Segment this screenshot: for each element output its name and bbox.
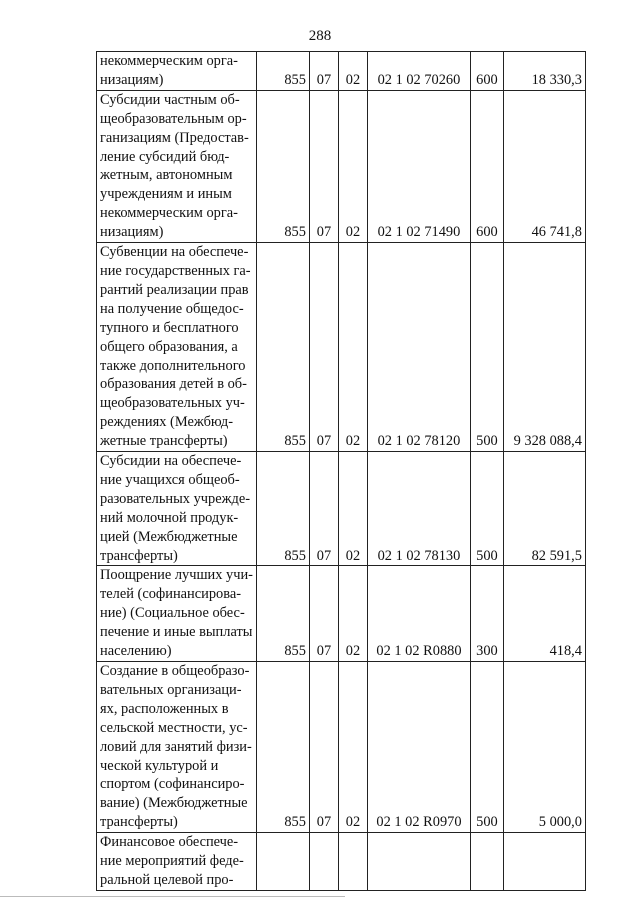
name-cell: [97, 52, 257, 91]
name-line: ние государственных га-: [100, 262, 251, 279]
name-line: также дополнительного: [100, 357, 246, 374]
table-row: [97, 90, 586, 242]
name-line: телей (софинансирова-: [100, 586, 241, 603]
table-row: [97, 662, 586, 833]
page-number: 288: [308, 28, 332, 44]
name-line: низациям): [100, 224, 164, 241]
amount-cell: [503, 833, 585, 891]
section-cell: 07: [309, 662, 338, 833]
amount-cell: 18 330,3: [503, 52, 585, 91]
name-line: ях, расположенных в: [100, 700, 229, 717]
name-line: ловий для занятий физи-: [100, 738, 252, 755]
name-line: Создание в общеобразо-: [100, 663, 250, 679]
section-cell: 07: [309, 90, 338, 242]
name-line: печение и иные выплаты: [100, 624, 253, 641]
grbs-cell: 855: [256, 243, 309, 452]
grbs-cell: 855: [256, 662, 309, 833]
target-article-cell: 02 1 02 R0880: [367, 566, 470, 662]
name-line: учреждениям и иным: [100, 186, 232, 203]
target-article-cell: 02 1 02 78120: [367, 243, 470, 452]
name-line: щеобразовательным ор-: [100, 110, 247, 127]
subsection-cell: 02: [338, 662, 367, 833]
subsection-cell: 02: [338, 566, 367, 662]
name-line: на получение общедос-: [100, 300, 244, 317]
name-line: тупного и бесплатного: [100, 319, 239, 336]
amount-cell: 82 591,5: [503, 452, 585, 566]
name-line: низациям): [100, 71, 164, 88]
name-cell: [97, 662, 257, 833]
name-line: некоммерческим орга-: [100, 53, 238, 69]
name-line: трансферты): [100, 547, 178, 564]
name-cell: [97, 566, 257, 662]
name-cell: [97, 243, 257, 452]
expense-type-cell: [470, 833, 503, 891]
name-line: некоммерческим орга-: [100, 205, 238, 222]
expense-type-cell: 300: [470, 566, 503, 662]
target-article-cell: [367, 833, 470, 891]
grbs-cell: 855: [256, 452, 309, 566]
grbs-cell: 855: [256, 90, 309, 242]
name-line: жетные трансферты): [100, 433, 228, 450]
subsection-cell: [338, 833, 367, 891]
table-row: [97, 566, 586, 662]
subsection-cell: 02: [338, 52, 367, 91]
name-line: ние мероприятий феде-: [100, 853, 244, 870]
name-cell: [97, 90, 257, 242]
name-line: ние учащихся общеоб-: [100, 471, 240, 488]
amount-cell: 46 741,8: [503, 90, 585, 242]
name-line: вание) (Межбюджетные: [100, 795, 248, 812]
subsection-cell: 02: [338, 90, 367, 242]
target-article-cell: 02 1 02 78130: [367, 452, 470, 566]
expense-type-cell: 500: [470, 452, 503, 566]
scan-artifact-line: [0, 896, 345, 897]
grbs-cell: 855: [256, 566, 309, 662]
name-line: ление субсидий бюд-: [100, 148, 230, 165]
name-line: ческой культурой и: [100, 757, 219, 774]
amount-cell: 418,4: [503, 566, 585, 662]
expense-type-cell: 500: [470, 662, 503, 833]
name-cell: [97, 452, 257, 566]
name-line: ральной целевой про-: [100, 871, 234, 888]
name-line: разовательных учрежде-: [100, 490, 251, 507]
name-line: ганизациям (Предостав-: [100, 129, 249, 146]
expense-type-cell: 600: [470, 52, 503, 91]
section-cell: 07: [309, 452, 338, 566]
name-line: Финансовое обеспече-: [100, 834, 239, 851]
name-line: общего образования, а: [100, 338, 238, 355]
section-cell: 07: [309, 52, 338, 91]
name-line: спортом (софинансиро-: [100, 776, 245, 793]
name-line: Поощрение лучших учи-: [100, 567, 253, 584]
name-line: ний молочной продук-: [100, 509, 239, 526]
name-line: щеобразовательных уч-: [100, 395, 245, 412]
name-line: жетным, автономным: [100, 167, 233, 184]
name-line: реждениях (Межбюд-: [100, 414, 234, 431]
table-row: [97, 833, 586, 891]
name-line: вательных организаци-: [100, 681, 242, 698]
name-line: ние) (Социальное обес-: [100, 605, 245, 622]
target-article-cell: 02 1 02 71490: [367, 90, 470, 242]
expense-type-cell: 600: [470, 90, 503, 242]
name-line: трансферты): [100, 814, 178, 831]
budget-table: [96, 51, 586, 891]
target-article-cell: 02 1 02 R0970: [367, 662, 470, 833]
table-row: [97, 243, 586, 452]
expense-type-cell: 500: [470, 243, 503, 452]
name-line: Субвенции на обеспече-: [100, 244, 249, 261]
section-cell: 07: [309, 566, 338, 662]
table-row: [97, 452, 586, 566]
budget-table-body: [97, 52, 586, 891]
name-line: Субсидии частным об-: [100, 91, 240, 108]
name-line: населению): [100, 643, 172, 660]
grbs-cell: 855: [256, 52, 309, 91]
table-row: [97, 52, 586, 91]
grbs-cell: [256, 833, 309, 891]
target-article-cell: 02 1 02 70260: [367, 52, 470, 91]
subsection-cell: 02: [338, 452, 367, 566]
amount-cell: 9 328 088,4: [503, 243, 585, 452]
name-line: сельской местности, ус-: [100, 719, 248, 736]
name-cell: [97, 833, 257, 891]
section-cell: 07: [309, 243, 338, 452]
name-line: Субсидии на обеспече-: [100, 453, 242, 470]
section-cell: [309, 833, 338, 891]
subsection-cell: 02: [338, 243, 367, 452]
name-line: образования детей в об-: [100, 376, 247, 393]
name-line: рантий реализации прав: [100, 281, 249, 298]
name-line: цией (Межбюджетные: [100, 528, 238, 545]
amount-cell: 5 000,0: [503, 662, 585, 833]
